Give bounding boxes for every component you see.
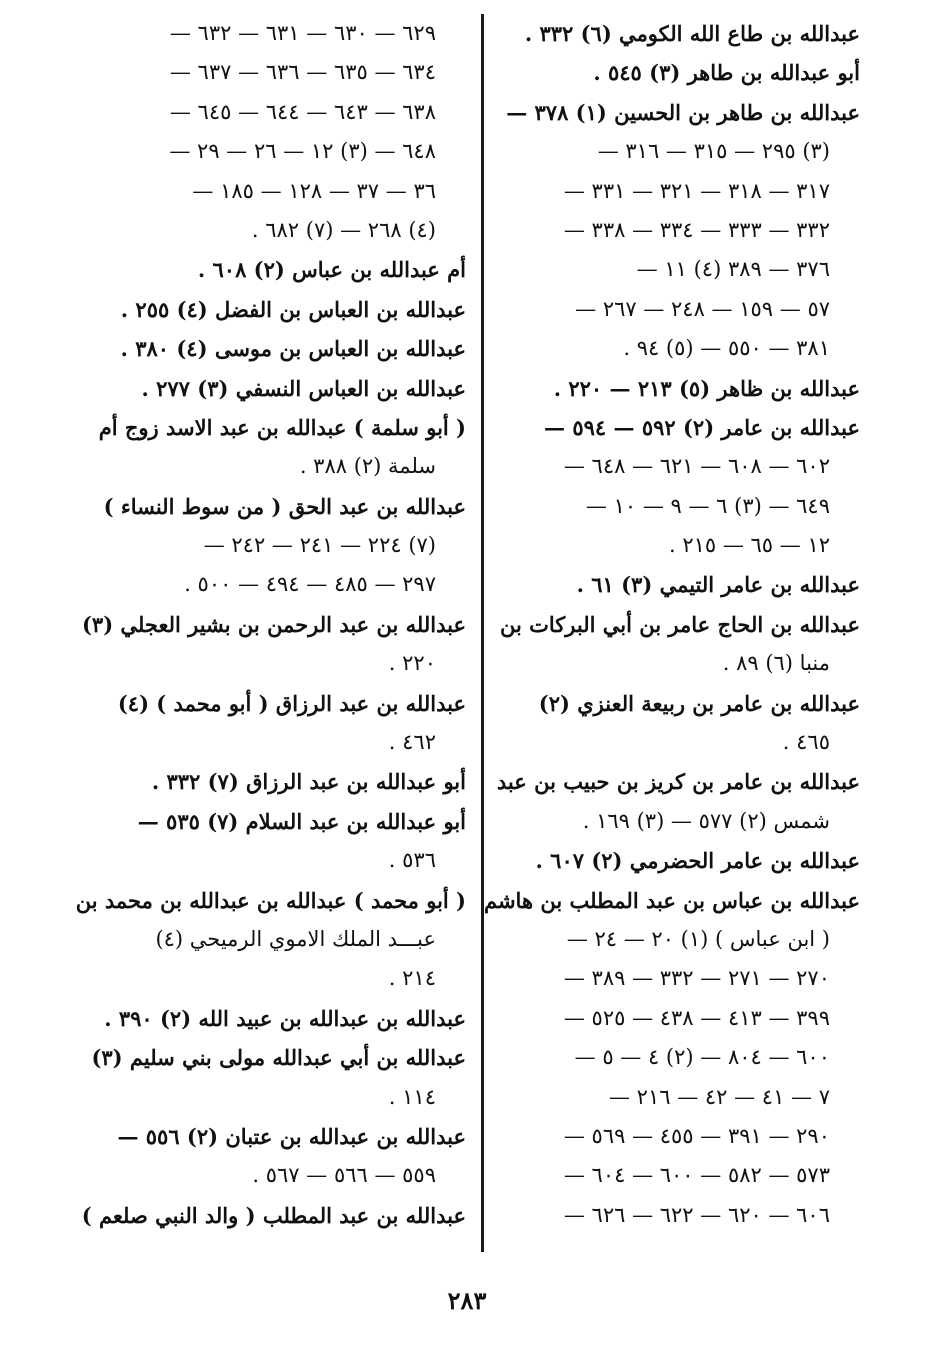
index-entry: عبدالله بن عامر بن كريز بن حبيب بن عبد [496, 769, 860, 795]
index-entry: عبدالله بن عبدالله بن عبيد الله (٢) ٣٩٠ . [104, 1005, 466, 1031]
index-entry-continuation: ٣٧٦ — ٣٨٩ (٤) ١١ — [636, 257, 830, 282]
index-entry-continuation: ٣٦ — ٣٧ — ١٢٨ — ١٨٥ — [192, 178, 436, 203]
index-entry: عبدالله بن عامر بن ربيعة العنزي (٢) [538, 690, 860, 716]
index-entry-continuation: ٧ — ٤١ — ٤٢ — ٢١٦ — [608, 1084, 830, 1109]
index-entry-continuation: ٢١٤ . [388, 966, 436, 991]
index-entry-continuation: ٦٠٢ — ٦٠٨ — ٦٢١ — ٦٤٨ — [563, 454, 830, 479]
index-entry: عبدالله بن عامر الحضرمي (٢) ٦٠٧ . [535, 848, 860, 874]
index-entry: عبدالله بن عامر (٢) ٥٩٢ — ٥٩٤ — [544, 414, 860, 440]
index-entry: أبو عبدالله بن عبد السلام (٧) ٥٣٥ — [137, 808, 466, 834]
index-entry-continuation: ٦٤٨ — (٣) ١٢ — ٢٦ — ٢٩ — [169, 139, 436, 164]
index-entry: أبو عبدالله بن طاهر (٣) ٥٤٥ . [593, 60, 860, 86]
index-entry-continuation: ٥٣٦ . [388, 848, 436, 873]
index-entry: عبدالله بن أبي عبدالله مولى بني سليم (٣) [91, 1045, 466, 1071]
index-entry-continuation: ٢٢٠ . [388, 651, 436, 676]
index-entry-continuation: شمس (٢) ٥٧٧ — (٣) ١٦٩ . [582, 808, 830, 833]
index-entry-continuation: ٣٨١ — ٥٥٠ — (٥) ٩٤ . [623, 336, 830, 361]
index-entry-continuation: ٣٩٩ — ٤١٣ — ٤٣٨ — ٥٢٥ — [563, 1005, 830, 1030]
index-entry-continuation: منبا (٦) ٨٩ . [722, 651, 830, 676]
left-column [75, 14, 466, 1235]
index-entry: ( أبو محمد ) عبدالله بن عبدالله بن محمد بن [75, 887, 466, 913]
index-entry-continuation: ٦٠٦ — ٦٢٠ — ٦٢٢ — ٦٢٦ — [563, 1202, 830, 1227]
index-entry-continuation: ٣٣٢ — ٣٣٣ — ٣٣٤ — ٣٣٨ — [563, 217, 830, 242]
index-entry-continuation: ٢٩٠ — ٣٩١ — ٤٥٥ — ٥٦٩ — [563, 1123, 830, 1148]
index-entry-continuation: ٦٠٠ — ٨٠٤ — (٢) ٤ — ٥ — [574, 1045, 830, 1070]
index-entry-continuation: ١٢ — ٦٥ — ٢١٥ . [668, 533, 830, 558]
index-entry: عبدالله بن العباس بن الفضل (٤) ٢٥٥ . [120, 296, 466, 322]
index-entry-continuation: ٤٦٥ . [782, 730, 830, 755]
index-entry: عبدالله بن العباس بن موسى (٤) ٣٨٠ . [120, 336, 466, 362]
index-entry-continuation: ٣١٧ — ٣١٨ — ٣٢١ — ٣٣١ — [563, 178, 830, 203]
index-entry-continuation: ( ابن عباس ) (١) ٢٠ — ٢٤ — [566, 926, 830, 951]
index-entry: عبدالله بن العباس النسفي (٣) ٢٧٧ . [141, 375, 466, 401]
column-divider [481, 14, 484, 1252]
index-entry: عبدالله بن عبد الرحمن بن بشير العجلي (٣) [81, 611, 466, 637]
index-entry: عبدالله بن عبد الرزاق ( أبو محمد ) (٤) [117, 690, 466, 716]
index-entry: عبدالله بن عامر التيمي (٣) ٦١ . [576, 572, 860, 598]
index-entry-continuation: ٤٦٢ . [388, 730, 436, 755]
index-entry: عبدالله بن عبد المطلب ( والد النبي صلعم ) [81, 1202, 466, 1228]
index-entry: أبو عبدالله بن عبد الرزاق (٧) ٣٣٢ . [151, 769, 466, 795]
index-entry-continuation: ٢٧٠ — ٢٧١ — ٣٣٢ — ٣٨٩ — [563, 966, 830, 991]
right-column [483, 14, 860, 1235]
index-entry-continuation: (٧) ٢٢٤ — ٢٤١ — ٢٤٢ — [203, 533, 436, 558]
index-entry: عبدالله بن عبدالله بن عتبان (٢) ٥٥٦ — [117, 1123, 466, 1149]
index-entry-continuation: ١١٤ . [388, 1084, 436, 1109]
index-entry-continuation: ٢٩٧ — ٤٨٥ — ٤٩٤ — ٥٠٠ . [184, 572, 436, 597]
index-entry-continuation: ٦٣٨ — ٦٤٣ — ٦٤٤ — ٦٤٥ — [169, 99, 436, 124]
index-entry-continuation: ٥٧٣ — ٥٨٢ — ٦٠٠ — ٦٠٤ — [563, 1163, 830, 1188]
index-entry: عبدالله بن طاهر بن الحسين (١) ٣٧٨ — [506, 99, 860, 125]
index-entry: عبدالله بن ظاهر (٥) ٢١٣ — ٢٢٠ . [553, 375, 860, 401]
index-entry: عبدالله بن الحاج عامر بن أبي البركات بن [499, 611, 860, 637]
index-entry: عبدالله بن عبد الحق ( من سوط النساء ) [103, 493, 466, 519]
index-entry: عبدالله بن طاع الله الكومي (٦) ٣٣٢ . [524, 21, 860, 46]
index-entry-continuation: (٣) ٢٩٥ — ٣١٥ — ٣١٦ — [597, 139, 830, 164]
index-entry-continuation: عبـــد الملك الاموي الرميحي (٤) [155, 926, 436, 951]
index-entry: أم عبدالله بن عباس (٢) ٦٠٨ . [197, 257, 466, 283]
index-entry-continuation: ٥٥٩ — ٥٦٦ — ٥٦٧ . [252, 1163, 436, 1188]
index-entry-continuation: ٦٢٩ — ٦٣٠ — ٦٣١ — ٦٣٢ — [169, 21, 436, 45]
index-entry-continuation: ٥٧ — ١٥٩ — ٢٤٨ — ٢٦٧ — [575, 296, 830, 321]
page-number: ٢٨٣ [447, 1286, 487, 1315]
index-entry: عبدالله بن عباس بن عبد المطلب بن هاشم [483, 887, 860, 913]
index-entry: ( أبو سلمة ) عبدالله بن عبد الاسد زوج أم [98, 414, 466, 440]
index-entry-continuation: سلمة (٢) ٣٨٨ . [299, 454, 436, 479]
index-entry-continuation: ٦٤٩ — (٣) ٦ — ٩ — ١٠ — [585, 493, 830, 518]
index-entry-continuation: ٦٣٤ — ٦٣٥ — ٦٣٦ — ٦٣٧ — [169, 60, 436, 85]
index-entry-continuation: (٤) ٢٦٨ — (٧) ٦٨٢ . [251, 217, 436, 242]
